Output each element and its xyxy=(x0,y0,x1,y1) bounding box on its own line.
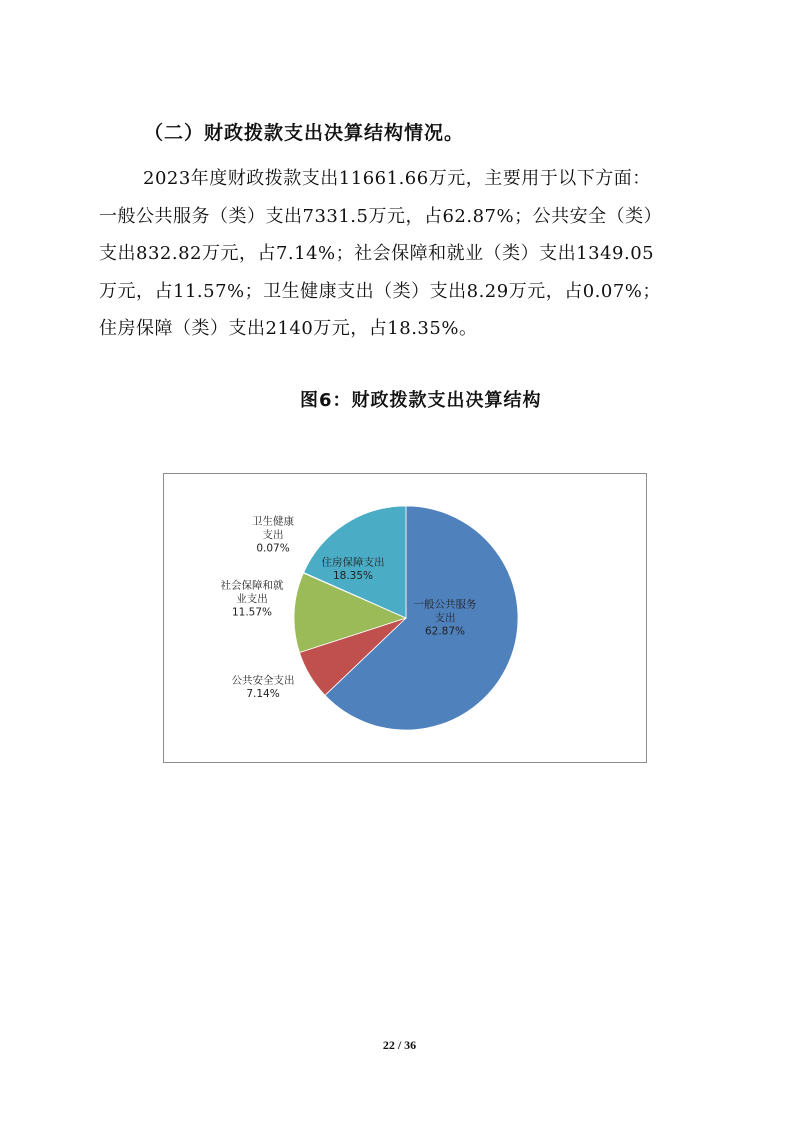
data-label-text: 住房保障支出 xyxy=(321,556,385,569)
figure-title: 图6：财政拨款支出决算结构 xyxy=(300,390,542,411)
section-heading: （二）财政拨款支出决算结构情况。 xyxy=(144,122,465,144)
pie-chart-frame xyxy=(163,473,647,763)
data-label-text: 社会保障和就 xyxy=(220,579,284,592)
data-label xyxy=(221,579,284,619)
paragraph-line: 万元，占11.57%；卫生健康支出（类）支出8.29万元，占0.07%； xyxy=(99,280,661,302)
data-label-text: 一般公共服务 xyxy=(413,598,477,611)
data-label-text: 公共安全支出 xyxy=(231,674,295,687)
data-label-text: 支出 xyxy=(262,529,284,541)
paragraph-line: 支出832.82万元，占7.14%；社会保障和就业（类）支出1349.05 xyxy=(99,243,655,264)
data-label-percent: 62.87% xyxy=(424,625,466,638)
data-label-percent: 7.14% xyxy=(246,687,280,700)
data-label-text: 支出 xyxy=(434,612,456,624)
body-paragraph xyxy=(99,160,709,348)
data-label-text: 业支出 xyxy=(236,593,268,605)
data-label xyxy=(232,673,295,700)
page-number: 22 / 36 xyxy=(382,1038,417,1052)
data-label-percent: 11.57% xyxy=(231,606,273,619)
paragraph-line: 2023年度财政拨款支出11661.66万元，主要用于以下方面： xyxy=(143,168,651,189)
paragraph-line: 住房保障（类）支出2140万元，占18.35%。 xyxy=(99,318,478,339)
data-label-percent: 0.07% xyxy=(256,542,290,555)
paragraph-line: 一般公共服务（类）支出7331.5万元，占62.87%；公共安全（类） xyxy=(99,205,663,227)
data-label-text: 卫生健康 xyxy=(252,515,294,528)
pie-chart xyxy=(164,474,646,762)
data-label-percent: 18.35% xyxy=(332,569,374,582)
data-label xyxy=(252,515,294,555)
